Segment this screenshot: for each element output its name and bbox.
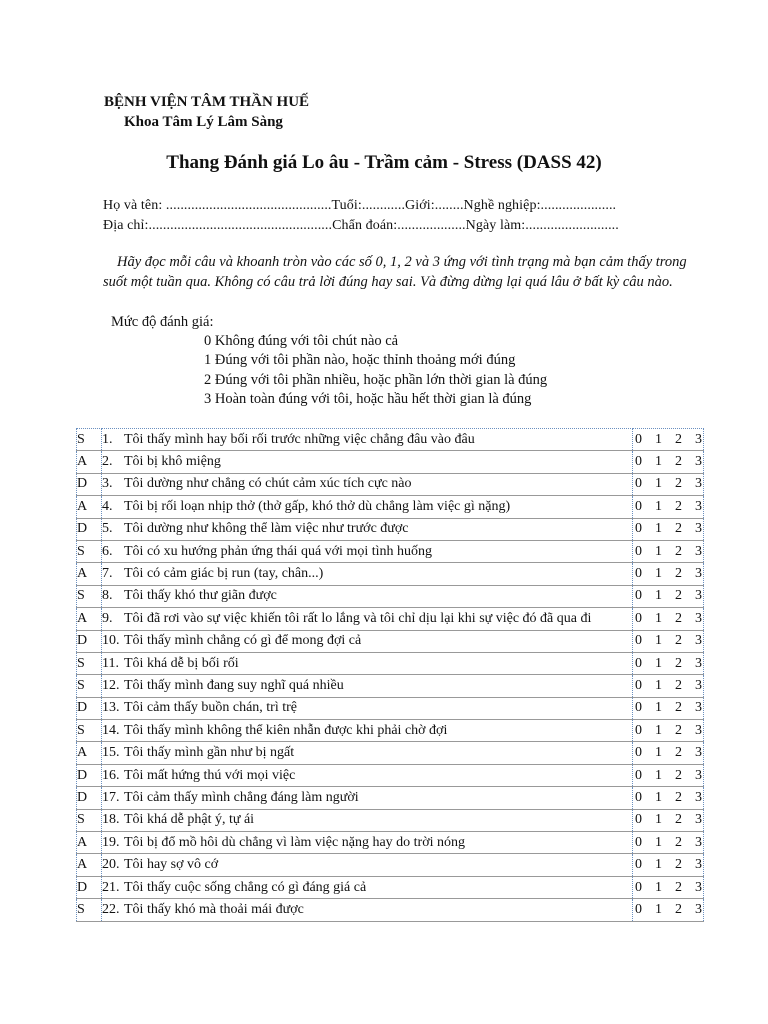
department-name: Khoa Tâm Lý Lâm Sàng bbox=[124, 114, 283, 130]
score-option-2[interactable]: 2 bbox=[675, 789, 682, 805]
item-category: A bbox=[77, 496, 102, 518]
score-option-0[interactable]: 0 bbox=[635, 610, 642, 626]
item-question bbox=[102, 473, 633, 495]
score-options bbox=[633, 518, 704, 540]
score-options bbox=[633, 742, 704, 764]
item-category: A bbox=[77, 832, 102, 854]
score-option-1[interactable]: 1 bbox=[655, 454, 662, 470]
item-text: Tôi thấy mình hay bối rối trước những việc chẳng đâu vào đâu bbox=[124, 431, 475, 447]
item-question bbox=[102, 697, 633, 719]
scale-level-2: 2 Đúng với tôi phần nhiều, hoặc phần lớn thời gian là đúng bbox=[204, 372, 548, 388]
score-options bbox=[633, 608, 704, 630]
scale-level-0: 0 Không đúng với tôi chút nào cả bbox=[204, 333, 399, 349]
score-option-1[interactable]: 1 bbox=[655, 700, 662, 716]
page-title: Thang Đánh giá Lo âu - Trầm cảm - Stress (DASS 42) bbox=[166, 152, 602, 173]
item-question bbox=[102, 540, 633, 562]
score-option-2[interactable]: 2 bbox=[675, 879, 682, 895]
item-number: 20. bbox=[102, 857, 120, 873]
table-row bbox=[77, 518, 704, 540]
item-category: D bbox=[77, 630, 102, 652]
item-category: A bbox=[77, 742, 102, 764]
score-option-3[interactable]: 3 bbox=[695, 879, 702, 895]
item-text: Tôi thấy mình không thể kiên nhẫn được khi phải chờ đợi bbox=[124, 722, 448, 738]
score-option-2[interactable]: 2 bbox=[675, 901, 682, 917]
item-question bbox=[102, 496, 633, 518]
item-text: Tôi dường như không thể làm việc như trước được bbox=[124, 521, 409, 537]
item-text: Tôi bị rối loạn nhịp thở (thở gấp, khó thở dù chẳng làm việc gì nặng) bbox=[124, 498, 511, 514]
score-option-2[interactable]: 2 bbox=[675, 767, 682, 783]
score-option-3[interactable]: 3 bbox=[695, 745, 702, 761]
item-number: 16. bbox=[102, 767, 120, 783]
item-category: A bbox=[77, 451, 102, 473]
score-option-3[interactable]: 3 bbox=[695, 610, 702, 626]
score-option-3[interactable]: 3 bbox=[695, 588, 702, 604]
score-option-0[interactable]: 0 bbox=[635, 543, 642, 559]
score-option-0[interactable]: 0 bbox=[635, 655, 642, 671]
scale-level-3: 3 Hoàn toàn đúng với tôi, hoặc hầu hết thời gian là đúng bbox=[204, 391, 532, 407]
score-options bbox=[633, 563, 704, 585]
score-option-3[interactable]: 3 bbox=[695, 700, 702, 716]
score-option-2[interactable]: 2 bbox=[675, 566, 682, 582]
score-option-1[interactable]: 1 bbox=[655, 498, 662, 514]
item-category: S bbox=[77, 585, 102, 607]
table-row bbox=[77, 832, 704, 854]
score-option-3[interactable]: 3 bbox=[695, 498, 702, 514]
score-option-2[interactable]: 2 bbox=[675, 543, 682, 559]
item-category: A bbox=[77, 854, 102, 876]
score-options bbox=[633, 675, 704, 697]
score-option-3[interactable]: 3 bbox=[695, 767, 702, 783]
table-row bbox=[77, 764, 704, 786]
score-option-2[interactable]: 2 bbox=[675, 722, 682, 738]
score-option-0[interactable]: 0 bbox=[635, 588, 642, 604]
table-row bbox=[77, 697, 704, 719]
score-option-0[interactable]: 0 bbox=[635, 834, 642, 850]
score-option-2[interactable]: 2 bbox=[675, 655, 682, 671]
score-option-3[interactable]: 3 bbox=[695, 566, 702, 582]
hospital-name: BỆNH VIỆN TÂM THẦN HUẾ bbox=[104, 94, 310, 110]
table-row bbox=[77, 742, 704, 764]
score-option-0[interactable]: 0 bbox=[635, 566, 642, 582]
table-row bbox=[77, 809, 704, 831]
score-option-2[interactable]: 2 bbox=[675, 700, 682, 716]
score-options bbox=[633, 429, 704, 451]
score-options bbox=[633, 854, 704, 876]
score-option-2[interactable]: 2 bbox=[675, 431, 682, 447]
score-option-1[interactable]: 1 bbox=[655, 476, 662, 492]
score-option-0[interactable]: 0 bbox=[635, 521, 642, 537]
item-number: 12. bbox=[102, 677, 120, 693]
score-option-3[interactable]: 3 bbox=[695, 857, 702, 873]
score-option-2[interactable]: 2 bbox=[675, 454, 682, 470]
item-question bbox=[102, 429, 633, 451]
score-option-1[interactable]: 1 bbox=[655, 901, 662, 917]
score-option-2[interactable]: 2 bbox=[675, 521, 682, 537]
score-option-2[interactable]: 2 bbox=[675, 677, 682, 693]
score-options bbox=[633, 720, 704, 742]
table-row bbox=[77, 720, 704, 742]
score-option-3[interactable]: 3 bbox=[695, 454, 702, 470]
score-option-3[interactable]: 3 bbox=[695, 789, 702, 805]
item-question bbox=[102, 742, 633, 764]
score-options bbox=[633, 652, 704, 674]
item-question bbox=[102, 630, 633, 652]
item-category: A bbox=[77, 563, 102, 585]
score-option-1[interactable]: 1 bbox=[655, 677, 662, 693]
score-option-1[interactable]: 1 bbox=[655, 588, 662, 604]
score-option-0[interactable]: 0 bbox=[635, 454, 642, 470]
item-category: D bbox=[77, 518, 102, 540]
score-option-2[interactable]: 2 bbox=[675, 745, 682, 761]
item-number: 2. bbox=[102, 454, 113, 470]
item-question bbox=[102, 854, 633, 876]
patient-info-line-2: Địa chỉ:...................................................Chẩn đoán:...................Ngày làm:.......................... bbox=[103, 218, 619, 233]
item-text: Tôi cảm thấy mình chẳng đáng làm người bbox=[124, 789, 359, 805]
score-option-0[interactable]: 0 bbox=[635, 857, 642, 873]
item-category: S bbox=[77, 540, 102, 562]
item-text: Tôi đã rơi vào sự việc khiến tôi rất lo lắng và tôi chỉ dịu lại khi sự việc đó đã qua đi bbox=[124, 610, 592, 626]
item-category: S bbox=[77, 720, 102, 742]
score-option-1[interactable]: 1 bbox=[655, 879, 662, 895]
table-row bbox=[77, 630, 704, 652]
item-number: 7. bbox=[102, 566, 113, 582]
score-option-0[interactable]: 0 bbox=[635, 431, 642, 447]
item-question bbox=[102, 832, 633, 854]
score-options bbox=[633, 451, 704, 473]
score-option-1[interactable]: 1 bbox=[655, 633, 662, 649]
table-row bbox=[77, 429, 704, 451]
table-row bbox=[77, 563, 704, 585]
score-options bbox=[633, 809, 704, 831]
item-number: 11. bbox=[102, 655, 119, 671]
item-number: 19. bbox=[102, 834, 120, 850]
item-category: D bbox=[77, 473, 102, 495]
table-row bbox=[77, 608, 704, 630]
score-option-3[interactable]: 3 bbox=[695, 633, 702, 649]
score-option-2[interactable]: 2 bbox=[675, 610, 682, 626]
score-options bbox=[633, 899, 704, 921]
item-text: Tôi thấy mình đang suy nghĩ quá nhiều bbox=[124, 677, 344, 693]
instructions: Hãy đọc mỗi câu và khoanh tròn vào các số 0, 1, 2 và 3 ứng với tình trạng mà bạn cảm thấy trong suốt một tuần qua. Không có câu trả lời đúng hay sai. Và đừng dừng lại quá lâu ở bất kỳ câu nào. bbox=[103, 254, 687, 290]
item-text: Tôi có cảm giác bị run (tay, chân...) bbox=[124, 566, 324, 582]
item-number: 9. bbox=[102, 610, 113, 626]
score-option-2[interactable]: 2 bbox=[675, 633, 682, 649]
score-option-1[interactable]: 1 bbox=[655, 834, 662, 850]
questionnaire-table bbox=[76, 428, 704, 922]
table-row bbox=[77, 652, 704, 674]
item-question bbox=[102, 675, 633, 697]
item-question bbox=[102, 518, 633, 540]
score-option-2[interactable]: 2 bbox=[675, 588, 682, 604]
score-option-2[interactable]: 2 bbox=[675, 476, 682, 492]
item-text: Tôi thấy mình chẳng có gì để mong đợi cả bbox=[124, 633, 362, 649]
score-option-0[interactable]: 0 bbox=[635, 476, 642, 492]
item-text: Tôi bị đổ mồ hôi dù chẳng vì làm việc nặng hay do trời nóng bbox=[124, 834, 466, 850]
item-text: Tôi khá dễ phật ý, tự ái bbox=[124, 812, 255, 828]
score-option-3[interactable]: 3 bbox=[695, 655, 702, 671]
item-question bbox=[102, 720, 633, 742]
item-category: S bbox=[77, 652, 102, 674]
score-option-3[interactable]: 3 bbox=[695, 834, 702, 850]
score-option-3[interactable]: 3 bbox=[695, 543, 702, 559]
score-option-2[interactable]: 2 bbox=[675, 812, 682, 828]
score-options bbox=[633, 832, 704, 854]
item-text: Tôi dường như chẳng có chút cảm xúc tích cực nào bbox=[124, 476, 412, 492]
item-number: 6. bbox=[102, 543, 113, 559]
score-option-1[interactable]: 1 bbox=[655, 722, 662, 738]
item-number: 8. bbox=[102, 588, 113, 604]
item-text: Tôi hay sợ vô cớ bbox=[124, 857, 219, 873]
item-category: S bbox=[77, 899, 102, 921]
scale-level-1: 1 Đúng với tôi phần nào, hoặc thỉnh thoảng mới đúng bbox=[204, 352, 516, 368]
item-text: Tôi thấy khó thư giãn được bbox=[124, 588, 277, 604]
table-row bbox=[77, 585, 704, 607]
item-question bbox=[102, 809, 633, 831]
score-option-1[interactable]: 1 bbox=[655, 610, 662, 626]
item-number: 5. bbox=[102, 521, 113, 537]
score-option-0[interactable]: 0 bbox=[635, 789, 642, 805]
score-option-0[interactable]: 0 bbox=[635, 879, 642, 895]
item-number: 13. bbox=[102, 700, 120, 716]
score-option-0[interactable]: 0 bbox=[635, 745, 642, 761]
score-option-3[interactable]: 3 bbox=[695, 722, 702, 738]
score-option-3[interactable]: 3 bbox=[695, 476, 702, 492]
score-option-3[interactable]: 3 bbox=[695, 431, 702, 447]
score-option-0[interactable]: 0 bbox=[635, 722, 642, 738]
item-text: Tôi thấy cuộc sống chẳng có gì đáng giá cả bbox=[124, 879, 367, 895]
item-text: Tôi mất hứng thú với mọi việc bbox=[124, 767, 296, 783]
item-number: 21. bbox=[102, 879, 120, 895]
item-question bbox=[102, 608, 633, 630]
item-question bbox=[102, 787, 633, 809]
item-category: S bbox=[77, 809, 102, 831]
scale-heading: Mức độ đánh giá: bbox=[111, 314, 214, 330]
item-number: 10. bbox=[102, 633, 120, 649]
score-options bbox=[633, 473, 704, 495]
table-row bbox=[77, 451, 704, 473]
score-option-0[interactable]: 0 bbox=[635, 633, 642, 649]
item-number: 22. bbox=[102, 901, 120, 917]
score-option-3[interactable]: 3 bbox=[695, 812, 702, 828]
item-category: D bbox=[77, 787, 102, 809]
score-option-2[interactable]: 2 bbox=[675, 498, 682, 514]
item-question bbox=[102, 585, 633, 607]
score-options bbox=[633, 585, 704, 607]
patient-info-line-1: Họ và tên: ..............................................Tuổi:............Giới:........Nghề nghiệp:..................... bbox=[103, 198, 617, 213]
score-option-0[interactable]: 0 bbox=[635, 901, 642, 917]
item-number: 4. bbox=[102, 498, 113, 514]
item-question bbox=[102, 652, 633, 674]
item-text: Tôi thấy mình gần như bị ngất bbox=[124, 745, 295, 761]
score-options bbox=[633, 787, 704, 809]
score-option-1[interactable]: 1 bbox=[655, 431, 662, 447]
score-option-0[interactable]: 0 bbox=[635, 812, 642, 828]
score-option-1[interactable]: 1 bbox=[655, 789, 662, 805]
table-row bbox=[77, 540, 704, 562]
score-option-2[interactable]: 2 bbox=[675, 834, 682, 850]
item-text: Tôi cảm thấy buồn chán, trì trệ bbox=[124, 700, 297, 716]
score-options bbox=[633, 764, 704, 786]
score-option-1[interactable]: 1 bbox=[655, 767, 662, 783]
item-text: Tôi khá dễ bị bối rối bbox=[124, 655, 239, 671]
item-number: 3. bbox=[102, 476, 113, 492]
score-option-3[interactable]: 3 bbox=[695, 521, 702, 537]
score-option-0[interactable]: 0 bbox=[635, 677, 642, 693]
score-options bbox=[633, 540, 704, 562]
score-option-1[interactable]: 1 bbox=[655, 812, 662, 828]
item-text: Tôi bị khô miệng bbox=[124, 454, 221, 470]
score-option-1[interactable]: 1 bbox=[655, 655, 662, 671]
score-option-1[interactable]: 1 bbox=[655, 566, 662, 582]
score-option-1[interactable]: 1 bbox=[655, 857, 662, 873]
item-question bbox=[102, 764, 633, 786]
score-option-1[interactable]: 1 bbox=[655, 521, 662, 537]
table-row bbox=[77, 899, 704, 921]
item-category: D bbox=[77, 876, 102, 898]
score-option-3[interactable]: 3 bbox=[695, 901, 702, 917]
table-row bbox=[77, 473, 704, 495]
table-row bbox=[77, 876, 704, 898]
item-question bbox=[102, 876, 633, 898]
item-category: A bbox=[77, 608, 102, 630]
item-category: D bbox=[77, 764, 102, 786]
item-number: 18. bbox=[102, 812, 120, 828]
item-text: Tôi thấy khó mà thoải mái được bbox=[124, 901, 304, 917]
score-option-2[interactable]: 2 bbox=[675, 857, 682, 873]
item-number: 14. bbox=[102, 722, 120, 738]
table-row bbox=[77, 854, 704, 876]
score-option-0[interactable]: 0 bbox=[635, 700, 642, 716]
item-number: 17. bbox=[102, 789, 120, 805]
score-option-3[interactable]: 3 bbox=[695, 677, 702, 693]
item-text: Tôi có xu hướng phản ứng thái quá với mọi tình huống bbox=[124, 543, 433, 559]
item-category: S bbox=[77, 429, 102, 451]
score-options bbox=[633, 496, 704, 518]
score-option-0[interactable]: 0 bbox=[635, 767, 642, 783]
score-options bbox=[633, 630, 704, 652]
score-option-1[interactable]: 1 bbox=[655, 745, 662, 761]
score-options bbox=[633, 876, 704, 898]
table-row bbox=[77, 675, 704, 697]
item-category: S bbox=[77, 675, 102, 697]
item-question bbox=[102, 899, 633, 921]
table-row bbox=[77, 787, 704, 809]
item-question bbox=[102, 563, 633, 585]
table-row bbox=[77, 496, 704, 518]
item-number: 15. bbox=[102, 745, 120, 761]
item-question bbox=[102, 451, 633, 473]
score-option-1[interactable]: 1 bbox=[655, 543, 662, 559]
item-number: 1. bbox=[102, 431, 113, 447]
score-option-0[interactable]: 0 bbox=[635, 498, 642, 514]
item-category: D bbox=[77, 697, 102, 719]
score-options bbox=[633, 697, 704, 719]
